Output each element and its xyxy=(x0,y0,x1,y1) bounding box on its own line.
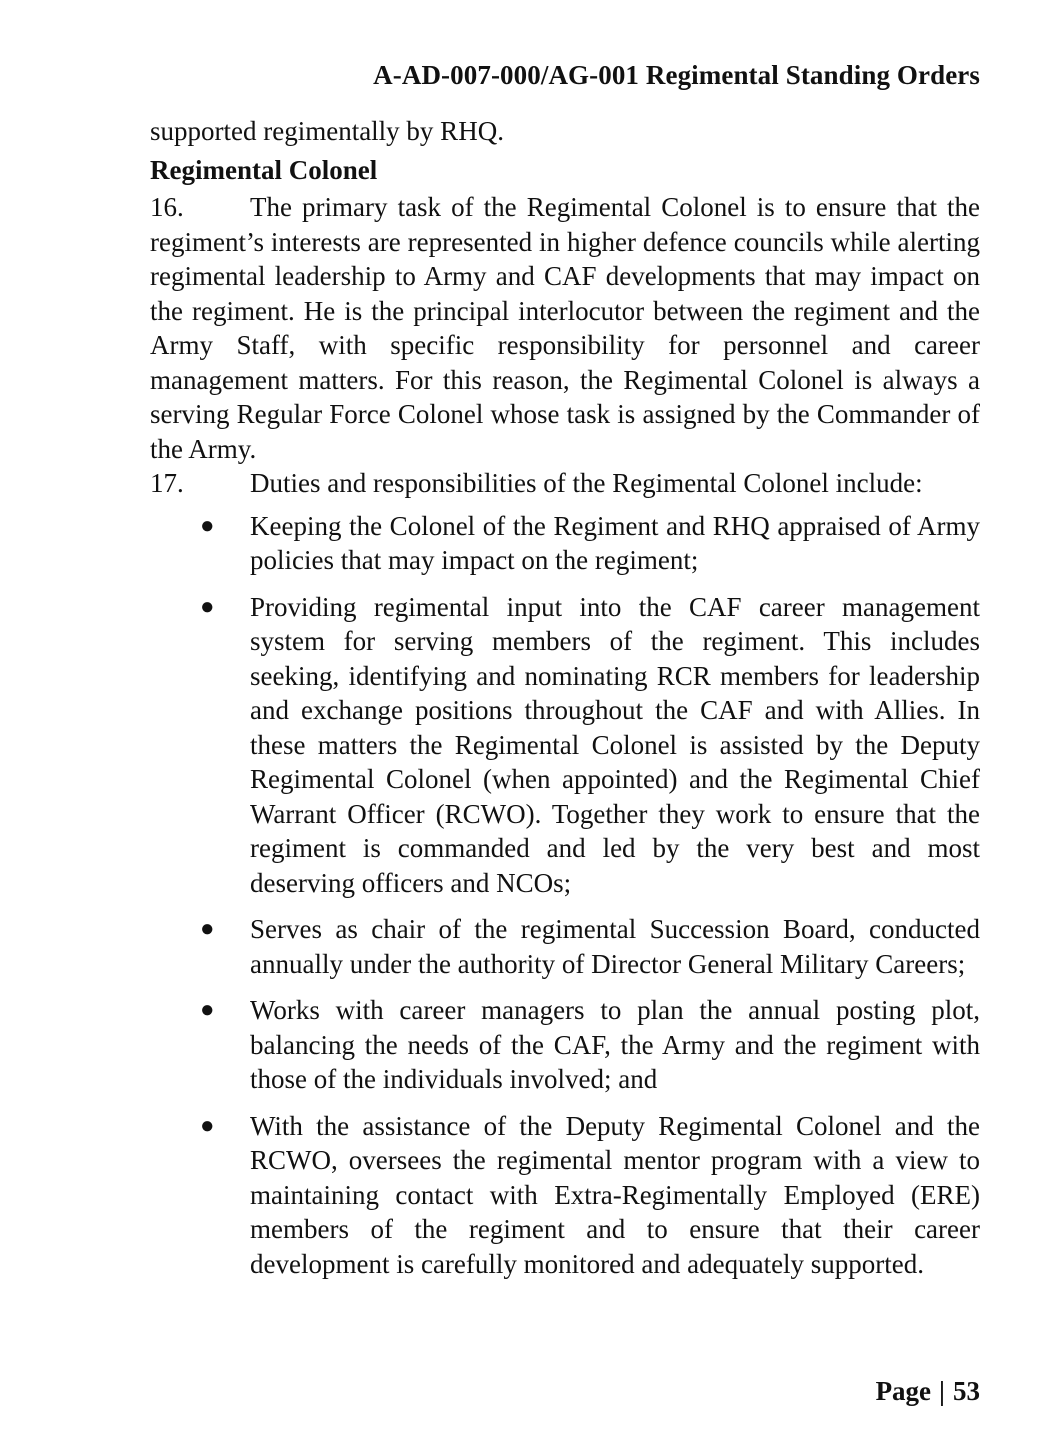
running-header: A-AD-007-000/AG-001 Regimental Standing Orders xyxy=(373,60,980,90)
paragraph-number: 17. xyxy=(150,468,184,498)
section-heading: Regimental Colonel xyxy=(150,154,378,185)
page-body xyxy=(150,114,980,1293)
paragraph-text: Duties and responsibilities of the Regimental Colonel include: xyxy=(250,468,923,498)
paragraph-number: 16. xyxy=(150,192,184,222)
list-item-text: Works with career managers to plan the annual posting plot, balancing the needs of the CAF, the Army and the regiment with those of the individuals involved; and xyxy=(250,995,980,1094)
bullet-icon: ● xyxy=(200,997,215,1023)
list-item-text: Serves as chair of the regimental Succession Board, conducted annually under the authority of Director General Military Careers; xyxy=(250,914,980,979)
duties-list xyxy=(150,509,980,1282)
list-item xyxy=(150,912,980,981)
page-number: 53 xyxy=(953,1376,980,1406)
page-footer xyxy=(876,1376,980,1407)
continued-text: supported regimentally by RHQ. xyxy=(150,116,504,146)
footer-separator: | xyxy=(939,1376,945,1406)
list-item-text: With the assistance of the Deputy Regimental Colonel and the RCWO, oversees the regimental mentor program with a view to maintaining contact with Extra-Regimentally Employed (ERE) members of the regiment and to ensure that their career development is carefully monitored and adequately supported. xyxy=(250,1110,980,1279)
list-item xyxy=(150,1109,980,1282)
paragraph-16 xyxy=(150,190,980,466)
bullet-icon: ● xyxy=(200,1112,215,1139)
page-label: Page xyxy=(875,1376,932,1406)
bullet-icon: ● xyxy=(200,512,215,539)
list-item xyxy=(150,993,980,1097)
list-item xyxy=(150,509,980,578)
list-item xyxy=(150,590,980,901)
list-item-text: Keeping the Colonel of the Regiment and RHQ appraised of Army policies that may impact on the regiment; xyxy=(250,510,980,575)
bullet-icon: ● xyxy=(200,593,215,620)
bullet-icon: ● xyxy=(200,916,215,942)
paragraph-17 xyxy=(150,466,980,501)
list-item-text: Providing regimental input into the CAF career management system for serving members of the regiment. This includes seeking, identifying and nominating RCR members for leadership and exchange positions throughout the CAF and with Allies. In these matters the Regimental Colonel is assisted by the Deputy Regimental Colonel (when appointed) and the Regimental Chief Warrant Officer (RCWO). Together they work to ensure that the regiment is commanded and led by the very best and most deserving officers and NCOs; xyxy=(250,591,980,898)
paragraph-text: The primary task of the Regimental Colonel is to ensure that the regiment’s interests are represented in higher defence councils while alerting regimental leadership to Army and CAF developments that may impact on the regiment. He is the principal interlocutor between the regiment and the Army Staff, with specific responsibility for personnel and career management matters. For this reason, the Regimental Colonel is always a serving Regular Force Colonel whose task is assigned by the Commander of the Army. xyxy=(150,192,980,464)
